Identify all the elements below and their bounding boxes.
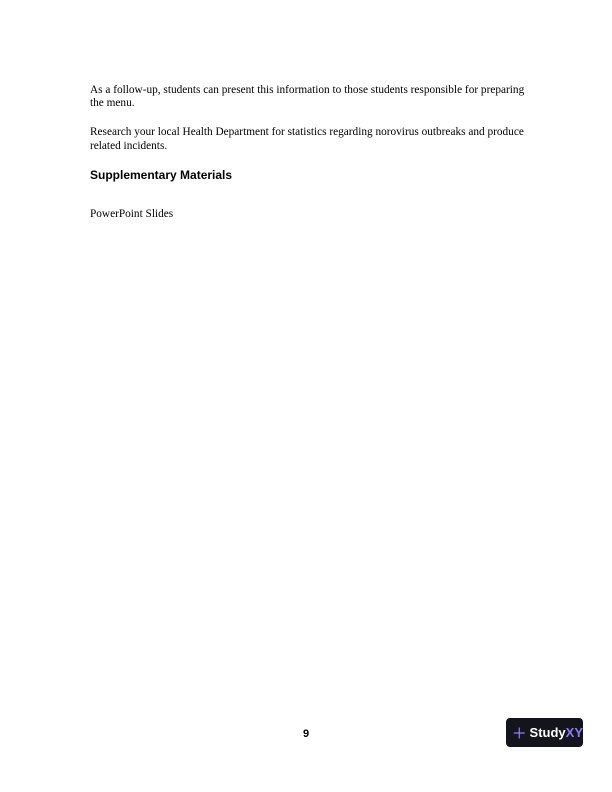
section-heading: Supplementary Materials bbox=[90, 167, 233, 182]
page-content bbox=[90, 84, 530, 221]
brand-logo-text bbox=[530, 725, 583, 740]
page-number: 9 bbox=[302, 728, 310, 740]
paragraph-research: Research your local Health Department for statistics regarding norovirus outbreaks and produce related incidents. bbox=[90, 126, 524, 152]
paragraph-follow-up: As a follow-up, students can present this information to those students responsible for preparing the menu. bbox=[90, 84, 525, 110]
materials-item: PowerPoint Slides bbox=[90, 207, 174, 220]
brand-name-study: Study bbox=[529, 725, 566, 740]
studyxy-badge[interactable] bbox=[506, 718, 583, 747]
brand-name-xy: XY bbox=[565, 725, 583, 740]
plus-icon bbox=[513, 725, 526, 741]
